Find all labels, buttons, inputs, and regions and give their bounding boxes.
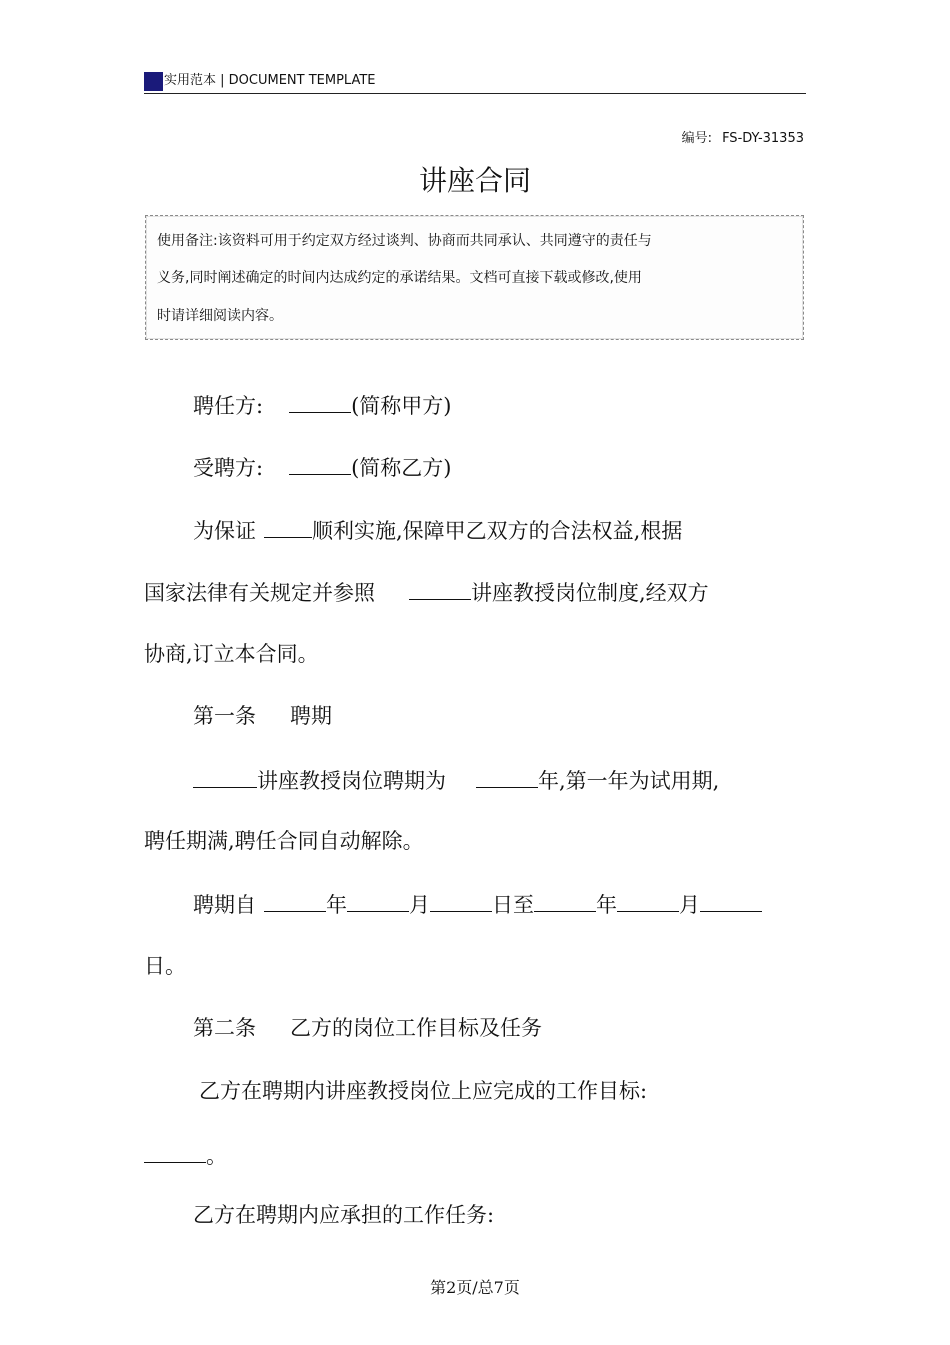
period-line bbox=[193, 889, 762, 919]
period-end-line: 日。 bbox=[144, 954, 186, 978]
years-blank bbox=[476, 765, 538, 788]
tasks-line: 乙方在聘期内应承担的工作任务: bbox=[193, 1203, 495, 1227]
usage-note-line: 使用备注:该资料可用于约定双方经过谈判、协商而共同承认、共同遵守的责任与 bbox=[157, 233, 652, 249]
document-number-value: FS-DY-31353 bbox=[722, 131, 804, 146]
institution-blank bbox=[409, 577, 471, 600]
article-2-title: 乙方的岗位工作目标及任务 bbox=[290, 1016, 542, 1040]
usage-note-box bbox=[145, 215, 804, 340]
header-logo-mark bbox=[144, 72, 163, 91]
term-text: 年,第一年为试用期, bbox=[538, 769, 720, 793]
page-footer: 第2页/总7页 bbox=[430, 1278, 520, 1297]
end-month-blank bbox=[617, 889, 679, 912]
intro-line-2 bbox=[144, 577, 709, 607]
period-text: 年 bbox=[596, 893, 617, 917]
employer-line bbox=[193, 390, 451, 420]
usage-note-line: 时请详细阅读内容。 bbox=[157, 308, 283, 324]
intro-text: 为保证 bbox=[193, 519, 256, 543]
article-1-title: 聘期 bbox=[290, 704, 332, 728]
article-1-number: 第一条 bbox=[193, 704, 256, 728]
employee-line bbox=[193, 452, 451, 482]
goal-end: 。 bbox=[206, 1144, 227, 1168]
employer-label: 聘任方: bbox=[193, 394, 264, 418]
article-2-heading bbox=[193, 1014, 542, 1042]
document-title: 讲座合同 bbox=[418, 164, 531, 197]
employee-blank bbox=[289, 452, 351, 475]
intro-line-1 bbox=[193, 515, 682, 545]
start-year-blank bbox=[264, 889, 326, 912]
term-text: 讲座教授岗位聘期为 bbox=[257, 769, 446, 793]
employer-suffix: (简称甲方) bbox=[351, 394, 452, 418]
intro-text: 国家法律有关规定并参照 bbox=[144, 581, 375, 605]
document-number bbox=[682, 127, 804, 146]
period-text: 年 bbox=[326, 893, 347, 917]
page-header bbox=[144, 70, 806, 94]
term-line-2: 聘任期满,聘任合同自动解除。 bbox=[144, 829, 424, 853]
header-text: 实用范本 | DOCUMENT TEMPLATE bbox=[164, 73, 376, 88]
article-1-heading bbox=[193, 702, 332, 730]
period-text: 聘期自 bbox=[193, 893, 256, 917]
goal-line: 乙方在聘期内讲座教授岗位上应完成的工作目标: bbox=[199, 1079, 648, 1103]
end-day-blank bbox=[700, 889, 762, 912]
period-text: 月 bbox=[409, 893, 430, 917]
employee-label: 受聘方: bbox=[193, 456, 264, 480]
end-year-blank bbox=[534, 889, 596, 912]
goal-blank bbox=[144, 1140, 206, 1163]
term-line-1 bbox=[193, 765, 719, 795]
intro-text: 讲座教授岗位制度,经双方 bbox=[471, 581, 709, 605]
usage-note-line: 义务,同时阐述确定的时间内达成约定的承诺结果。文档可直接下载或修改,使用 bbox=[157, 270, 642, 286]
article-2-number: 第二条 bbox=[193, 1016, 256, 1040]
start-day-blank bbox=[430, 889, 492, 912]
project-blank bbox=[264, 515, 312, 538]
intro-text: 顺利实施,保障甲乙双方的合法权益,根据 bbox=[312, 519, 683, 543]
document-number-label: 编号: bbox=[681, 131, 713, 146]
goal-blank-line bbox=[144, 1140, 227, 1170]
period-text: 月 bbox=[679, 893, 700, 917]
period-text: 日至 bbox=[492, 893, 534, 917]
employer-blank bbox=[289, 390, 351, 413]
institution-blank bbox=[193, 765, 257, 788]
start-month-blank bbox=[347, 889, 409, 912]
intro-line-3: 协商,订立本合同。 bbox=[144, 642, 319, 666]
employee-suffix: (简称乙方) bbox=[351, 456, 452, 480]
